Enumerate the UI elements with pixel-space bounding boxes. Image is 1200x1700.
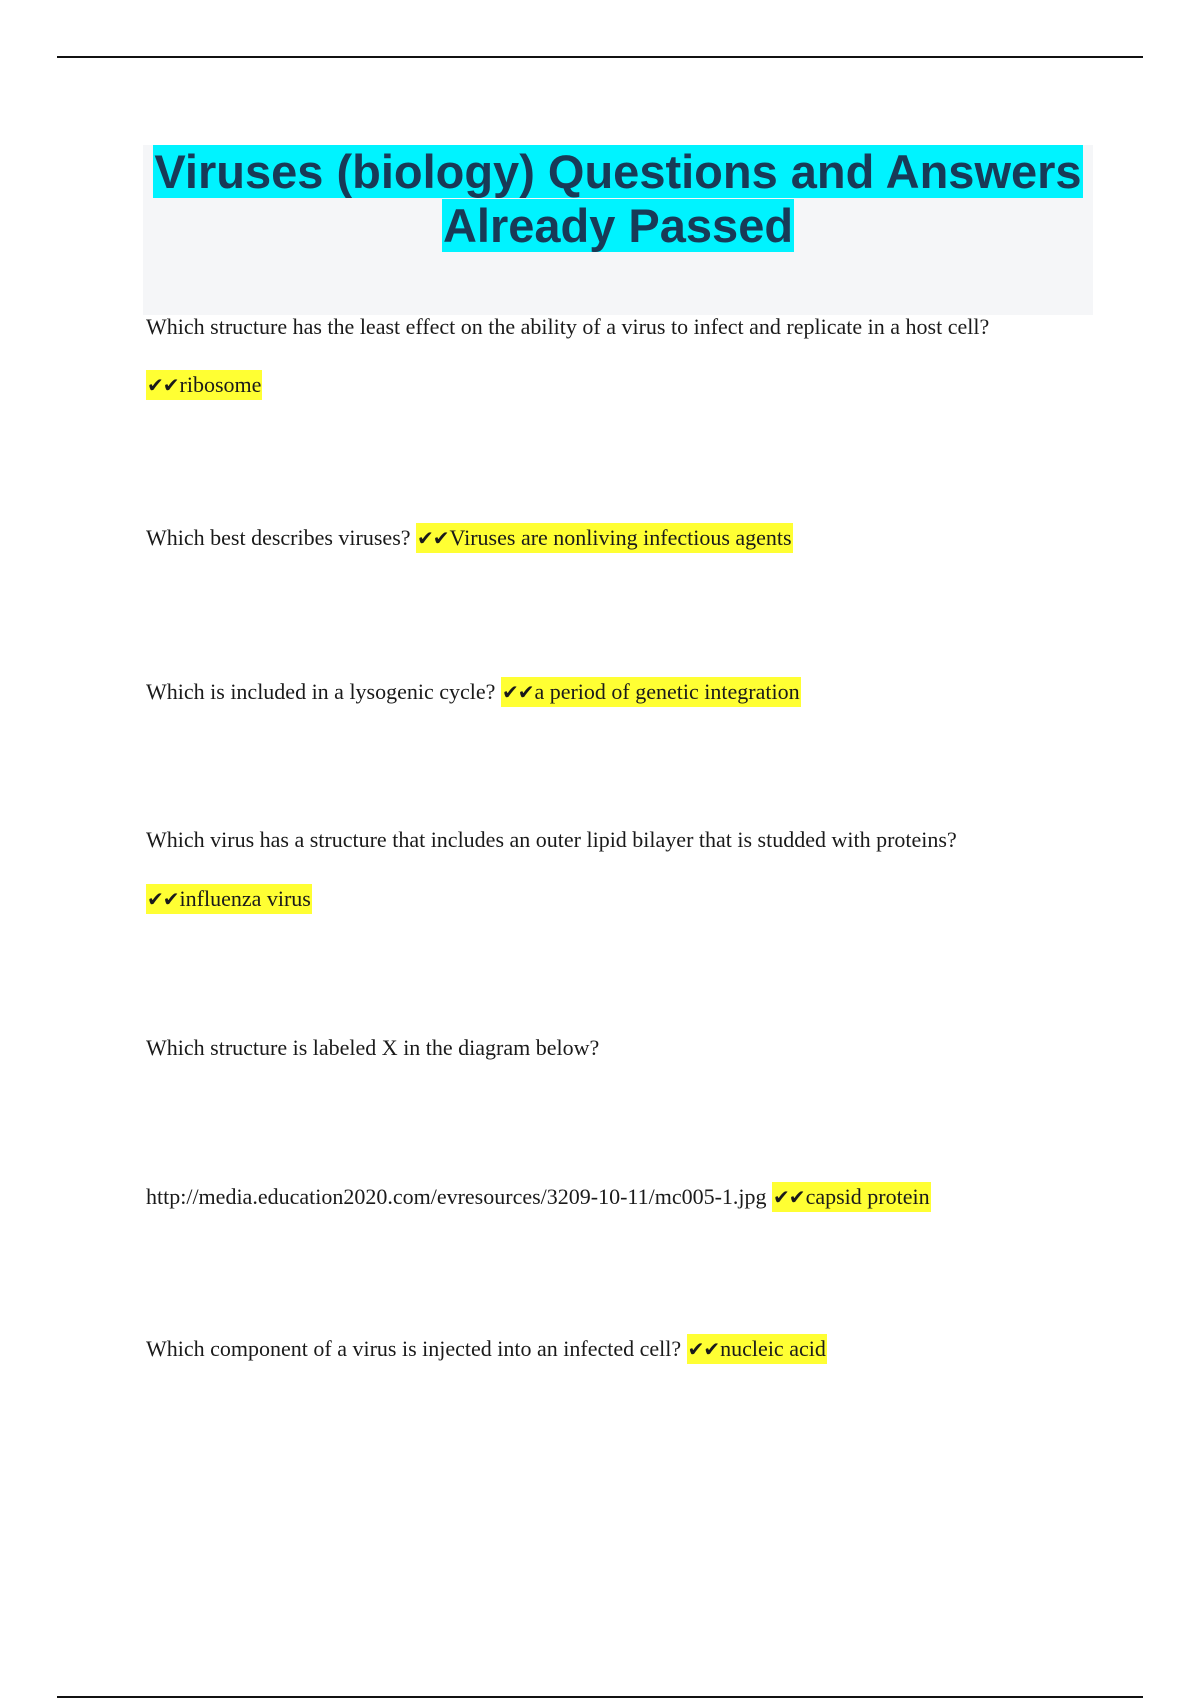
question-4: Which virus has a structure that includes an outer lipid bilayer that is studded with proteins? [146, 827, 957, 852]
double-check-icon: ✔✔ [501, 680, 534, 704]
answer-highlight [146, 884, 312, 914]
question-6 [146, 1182, 931, 1212]
double-check-icon: ✔✔ [147, 887, 179, 911]
answer-4 [146, 884, 312, 914]
question-2 [146, 523, 793, 553]
answer-highlight [772, 1182, 931, 1212]
double-check-icon: ✔✔ [417, 526, 449, 550]
question-text: Which best describes viruses? [146, 525, 411, 550]
question-text: Which is included in a lysogenic cycle? [146, 679, 496, 704]
question-7 [146, 1334, 827, 1364]
double-check-icon: ✔✔ [687, 1337, 720, 1361]
top-rule [57, 56, 1143, 58]
question-3 [146, 677, 801, 707]
answer-1 [146, 370, 262, 400]
answer-text: ribosome [179, 372, 262, 397]
answer-highlight [416, 523, 793, 553]
answer-highlight [687, 1334, 827, 1364]
answer-text: a period of genetic integration [534, 679, 800, 704]
question-1: Which structure has the least effect on the ability of a virus to infect and replicate in a host cell? [146, 314, 990, 339]
question-text: http://media.education2020.com/evresources/3209-10-11/mc005-1.jpg [146, 1184, 767, 1209]
double-check-icon: ✔✔ [773, 1185, 805, 1209]
answer-highlight [501, 677, 801, 707]
bottom-rule [57, 1696, 1143, 1698]
answer-text: Viruses are nonliving infectious agents [449, 525, 792, 550]
document-title [143, 145, 1093, 253]
answer-text: nucleic acid [720, 1336, 826, 1361]
document-title-text: Viruses (biology) Questions and Answers Already Passed [154, 145, 1082, 252]
answer-text: capsid protein [805, 1184, 930, 1209]
double-check-icon: ✔✔ [147, 373, 179, 397]
answer-highlight [146, 370, 262, 400]
answer-text: influenza virus [179, 886, 311, 911]
question-5: Which structure is labeled X in the diagram below? [146, 1035, 600, 1060]
question-text: Which component of a virus is injected into an infected cell? [146, 1336, 682, 1361]
